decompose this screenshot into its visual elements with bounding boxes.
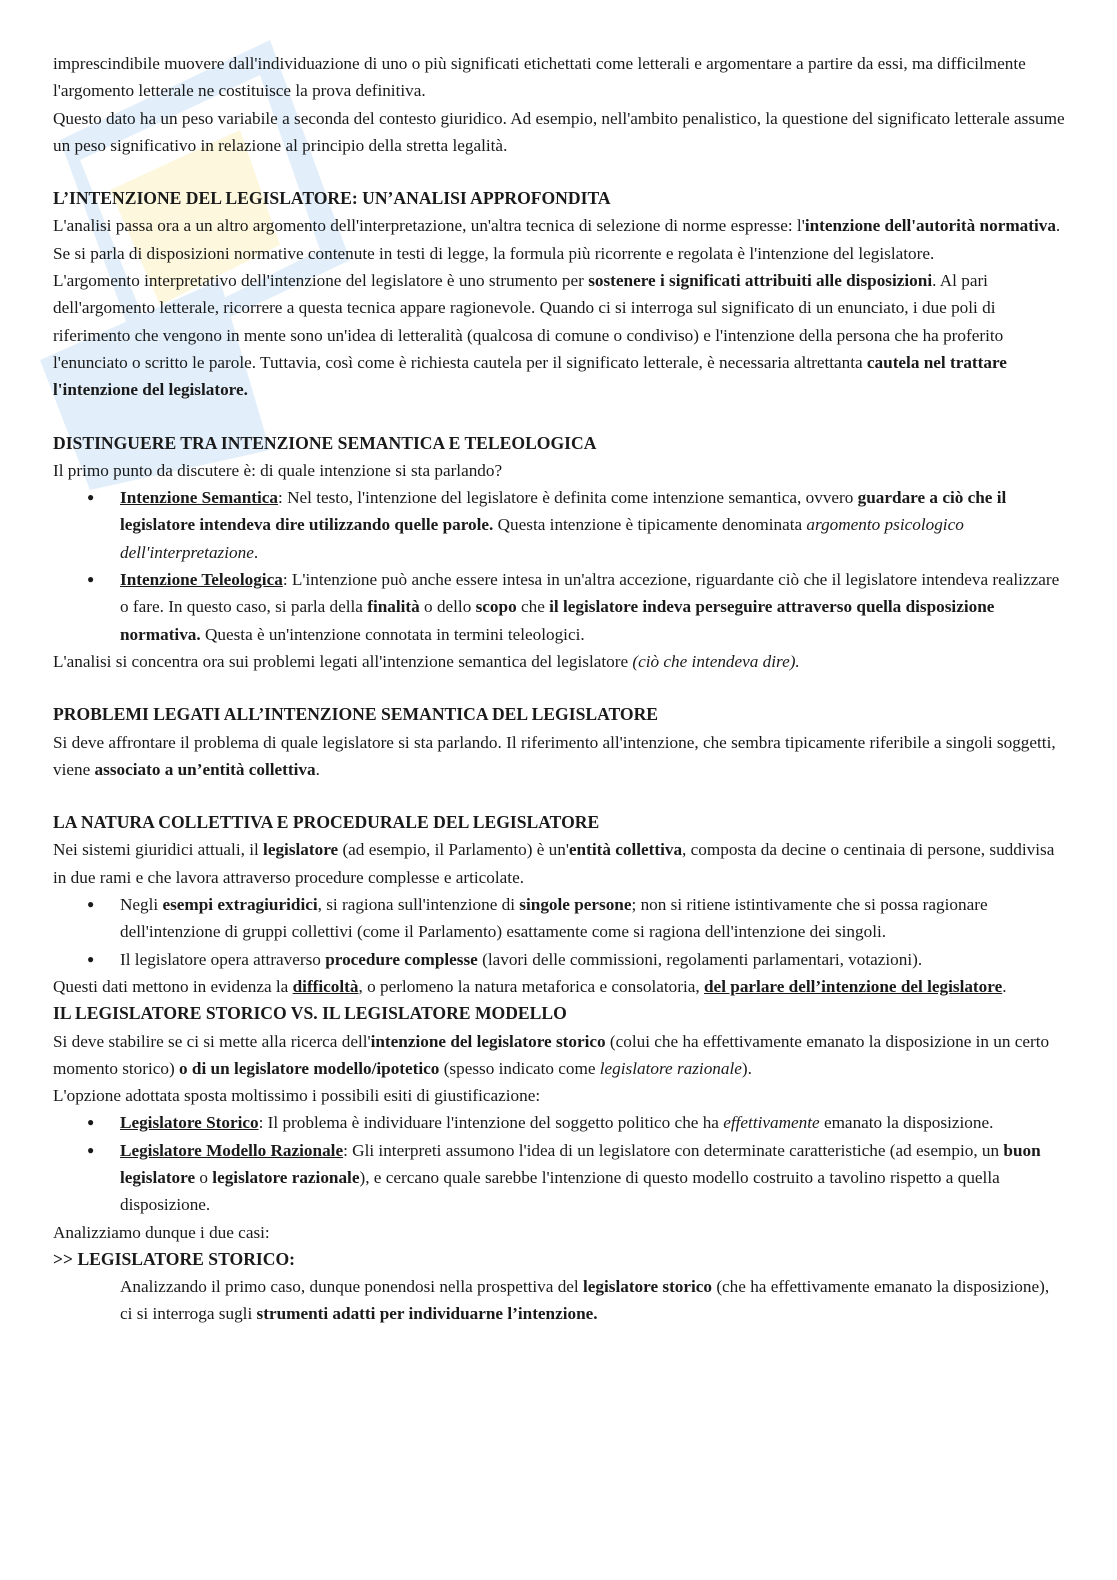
section-heading-legislatore-storico: >> LEGISLATORE STORICO:	[53, 1248, 295, 1269]
section-heading-problemi: PROBLEMI LEGATI ALL’INTENZIONE SEMANTICA DEL LEGISLATORE	[53, 704, 659, 725]
bullet-list	[53, 891, 1065, 973]
paragraph: L'analisi si concentra ora sui problemi legati all'intenzione semantica del legislatore (ciò che intendeva dire).	[53, 651, 800, 671]
paragraph: Analizziamo dunque i due casi:	[53, 1222, 270, 1242]
list-item: ● Intenzione Teleologica: L'intenzione può anche essere intesa in un'altra accezione, riguardante ciò che il legislatore intendeva realizzare o fare. In questo caso, si parla della finalità o dello scopo che il legislatore indeva perseguire attraverso quella disposizione normativa. Questa è un'intenzione connotata in termini teleologici.	[53, 566, 1065, 648]
intro-paragraph-1: imprescindibile muovere dall'individuazione di uno o più significati etichettati come letterali e argomentare a partire da essi, ma difficilmente l'argomento letterale ne costituisce la prova definitiva.	[53, 54, 1026, 101]
list-item: ● Legislatore Storico: Il problema è individuare l'intenzione del soggetto politico che ha effettivamente emanato la disposizione.	[53, 1109, 1065, 1136]
section-heading-natura-collettiva: LA NATURA COLLETTIVA E PROCEDURALE DEL LEGISLATORE	[53, 812, 600, 833]
list-item: ● Legislatore Modello Razionale: Gli interpreti assumono l'idea di un legislatore con determinate caratteristiche (ad esempio, un buon legislatore o legislatore razionale), e cercano quale sarebbe l'intenzione di questo modello costruito a tavolino rispetto a quella disposizione.	[53, 1137, 1065, 1219]
section-heading-intenzione: L’INTENZIONE DEL LEGISLATORE: UN’ANALISI APPROFONDITA	[53, 188, 611, 209]
section-heading-storico-vs-modello: IL LEGISLATORE STORICO VS. IL LEGISLATORE MODELLO	[53, 1003, 567, 1024]
paragraph: Il primo punto da discutere è: di quale intenzione si sta parlando?	[53, 460, 503, 480]
list-item: ● Negli esempi extragiuridici, si ragiona sull'intenzione di singole persone; non si ritiene istintivamente che si possa ragionare dell'intenzione di gruppi collettivi (come il Parlamento) esattamente come si ragiona dell'intenzione dei singoli.	[53, 891, 1065, 946]
section-heading-distinguere: DISTINGUERE TRA INTENZIONE SEMANTICA E TELEOLOGICA	[53, 432, 597, 453]
paragraph: Si deve stabilire se ci si mette alla ricerca dell'intenzione del legislatore storico (colui che ha effettivamente emanato la disposizione in un certo momento storico) o di un legislatore modello/ipotetico (spesso indicato come legislatore razionale).	[53, 1031, 1050, 1078]
paragraph: L'analisi passa ora a un altro argomento dell'interpretazione, un'altra tecnica di selezione di norme espresse: l'intenzione dell'autorità normativa. Se si parla di disposizioni normative contenute in testi di legge, la formula più ricorrente e regolata è l'intenzione del legislatore.	[53, 216, 1061, 263]
paragraph: L'argomento interpretativo dell'intenzione del legislatore è uno strumento per sostenere i significati attribuiti alle disposizioni. Al pari dell'argomento letterale, ricorrere a questa tecnica appare ragionevole. Quando ci si interroga sul significato di un enunciato, i due poli di riferimento che vengono in mente sono un'idea di letteralità (qualcosa di comune o condiviso) e l'intenzione della persona che ha proferito l'enunciato o scritto le parole. Tuttavia, così come è richiesta cautela per il significato letterale, è necessaria altrettanta cautela nel trattare l'intenzione del legislatore.	[53, 271, 1007, 400]
paragraph: Analizzando il primo caso, dunque ponendosi nella prospettiva del legislatore storico (che ha effettivamente emanato la disposizione), ci si interroga sugli strumenti adatti per individuarne l’intenzione.	[120, 1277, 1050, 1324]
list-item: ● Intenzione Semantica: Nel testo, l'intenzione del legislatore è definita come intenzione semantica, ovvero guardare a ciò che il legislatore intendeva dire utilizzando quelle parole. Questa intenzione è tipicamente denominata argomento psicologico dell'interpretazione.	[53, 484, 1065, 566]
paragraph: L'opzione adottata sposta moltissimo i possibili esiti di giustificazione:	[53, 1086, 541, 1106]
bullet-list	[53, 484, 1065, 648]
intro-paragraph-2: Questo dato ha un peso variabile a seconda del contesto giuridico. Ad esempio, nell'ambito penalistico, la questione del significato letterale assume un peso significativo in relazione al principio della stretta legalità.	[53, 108, 1065, 155]
bullet-list	[53, 1109, 1065, 1218]
paragraph: Nei sistemi giuridici attuali, il legislatore (ad esempio, il Parlamento) è un'entità collettiva, composta da decine o centinaia di persone, suddivisa in due rami e che lavora attraverso procedure complesse e articolate.	[53, 840, 1055, 887]
paragraph: Questi dati mettono in evidenza la difficoltà, o perlomeno la natura metaforica e consolatoria, del parlare dell’intenzione del legislatore.	[53, 976, 1007, 996]
list-item: ● Il legislatore opera attraverso procedure complesse (lavori delle commissioni, regolamenti parlamentari, votazioni).	[53, 946, 1065, 973]
paragraph: Si deve affrontare il problema di quale legislatore si sta parlando. Il riferimento all'intenzione, che sembra tipicamente riferibile a singoli soggetti, viene associato a un’entità collettiva.	[53, 732, 1056, 779]
document-page	[53, 50, 1065, 1328]
